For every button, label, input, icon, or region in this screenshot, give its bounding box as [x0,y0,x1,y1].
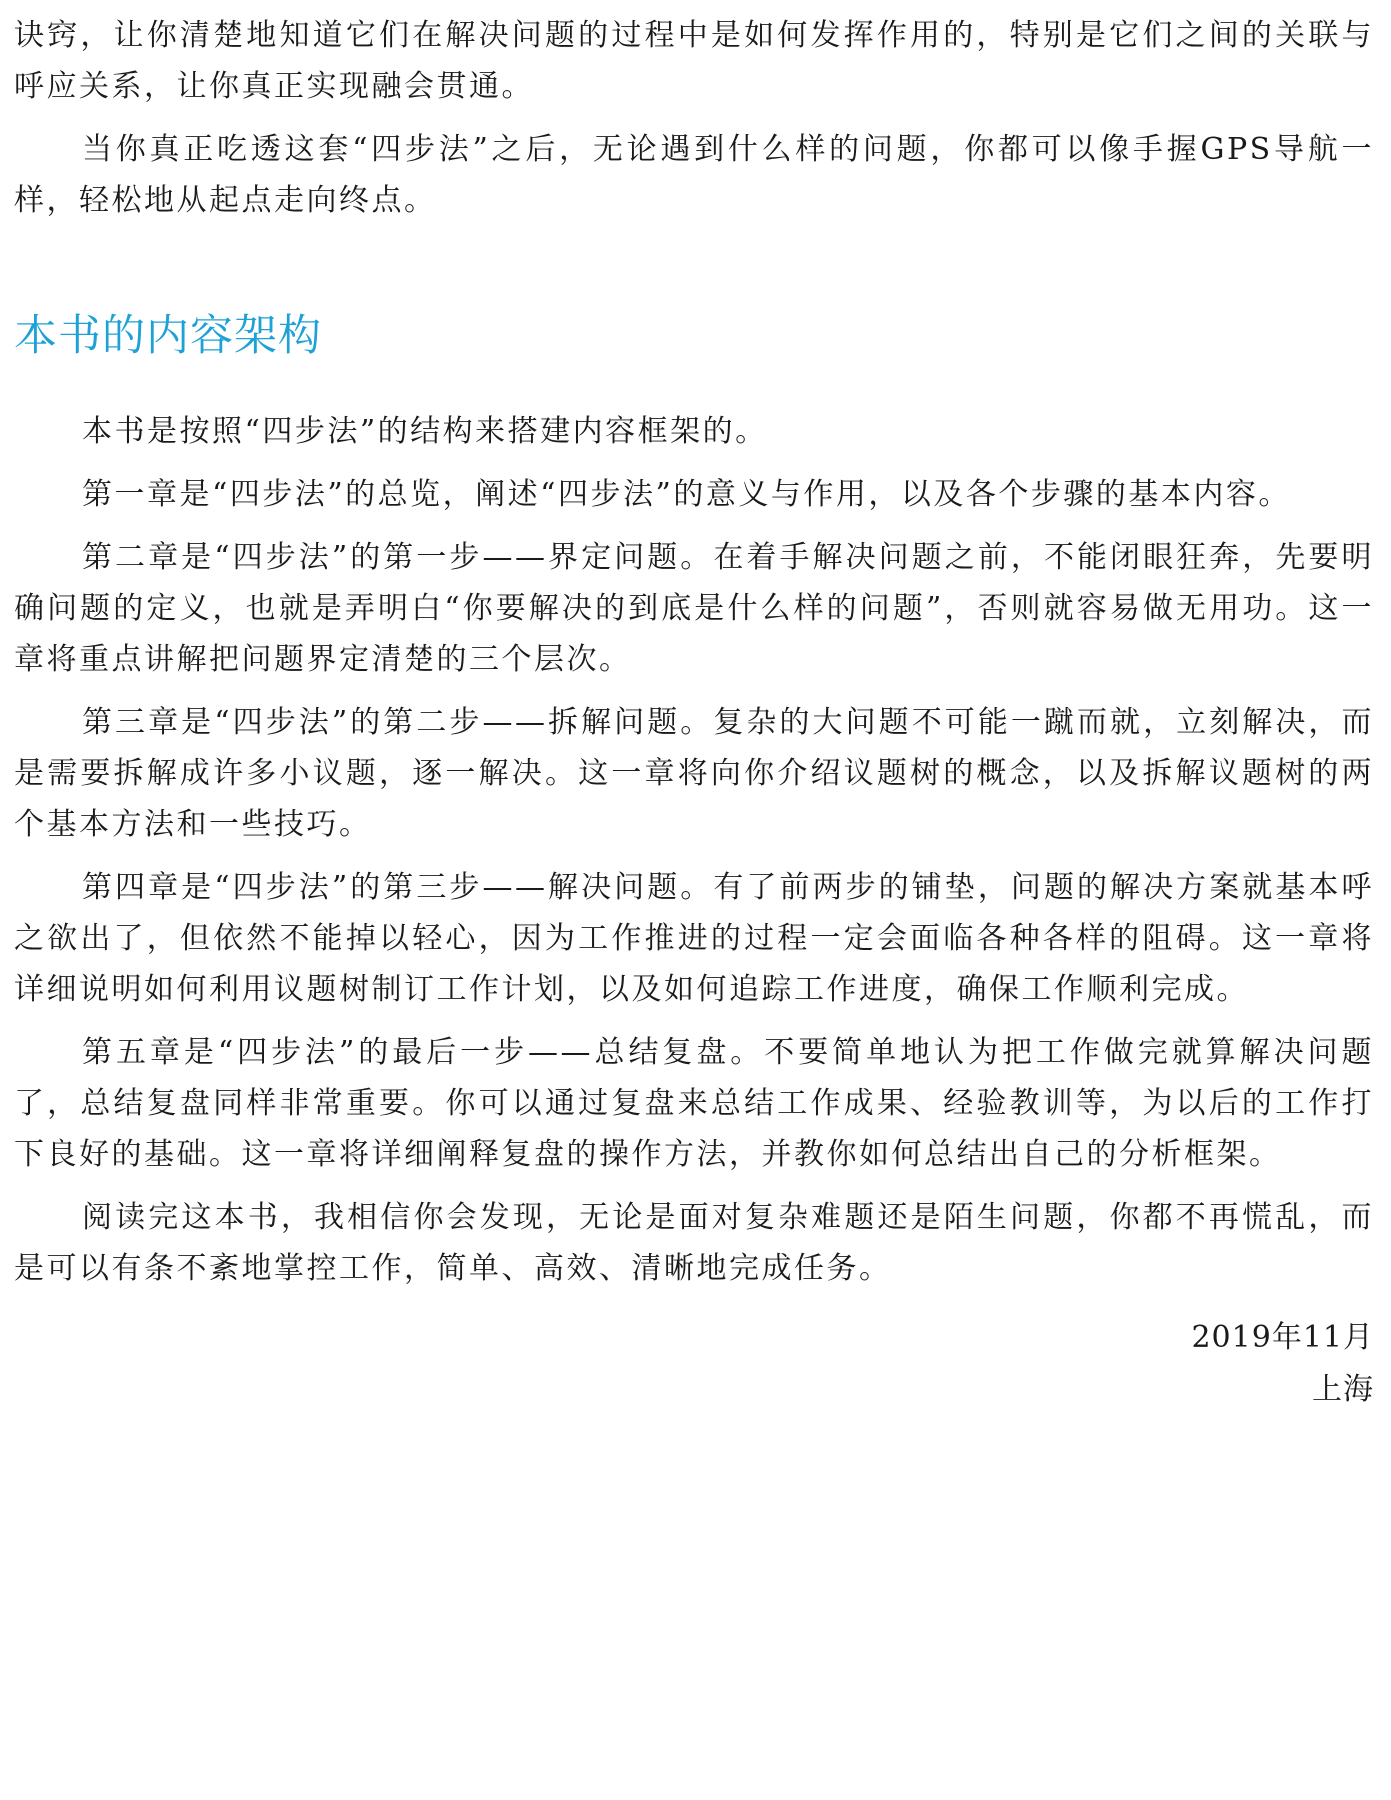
section-paragraph-chapter-5: 第五章是“四步法”的最后一步——总结复盘。不要简单地认为把工作做完就算解决问题了，总结复盘同样非常重要。你可以通过复盘来总结工作成果、经验教训等，为以后的工作打下良好的基础。这一章将详细阐释复盘的操作方法，并教你如何总结出自己的分析框架。 [14,1035,1374,1172]
section-paragraph-chapter-2: 第二章是“四步法”的第一步——界定问题。在着手解决问题之前，不能闭眼狂奔，先要明确问题的定义，也就是弄明白“你要解决的到底是什么样的问题”，否则就容易做无用功。这一章将重点讲解把问题界定清楚的三个层次。 [14,540,1374,677]
section-paragraph-conclusion: 阅读完这本书，我相信你会发现，无论是面对复杂难题还是陌生问题，你都不再慌乱，而是可以有条不紊地掌控工作，简单、高效、清晰地完成任务。 [14,1200,1374,1286]
section-paragraph-chapter-3: 第三章是“四步法”的第二步——拆解问题。复杂的大问题不可能一蹴而就，立刻解决，而是需要拆解成许多小议题，逐一解决。这一章将向你介绍议题树的概念，以及拆解议题树的两个基本方法和一些技巧。 [14,705,1374,842]
section-paragraph-overview: 本书是按照“四步法”的结构来搭建内容框架的。 [82,414,768,449]
section-paragraph-chapter-4: 第四章是“四步法”的第三步——解决问题。有了前两步的铺垫，问题的解决方案就基本呼之欲出了，但依然不能掉以轻心，因为工作推进的过程一定会面临各种各样的阻碍。这一章将详细说明如何利用议题树制订工作计划，以及如何追踪工作进度，确保工作顺利完成。 [14,870,1374,1007]
signature-date: 2019年11月 [1191,1320,1374,1355]
document-page [14,10,1374,1416]
section-title: 本书的内容架构 [14,311,322,361]
intro-continuation-paragraph: 诀窍，让你清楚地知道它们在解决问题的过程中是如何发挥作用的，特别是它们之间的关联与呼应关系，让你真正实现融会贯通。 [14,18,1374,104]
intro-gps-paragraph: 当你真正吃透这套“四步法”之后，无论遇到什么样的问题，你都可以像手握GPS导航一样，轻松地从起点走向终点。 [14,132,1374,218]
section-paragraph-chapter-1: 第一章是“四步法”的总览，阐述“四步法”的意义与作用，以及各个步骤的基本内容。 [82,477,1291,512]
signature-place: 上海 [1312,1372,1374,1407]
signature-block [14,1312,1374,1416]
